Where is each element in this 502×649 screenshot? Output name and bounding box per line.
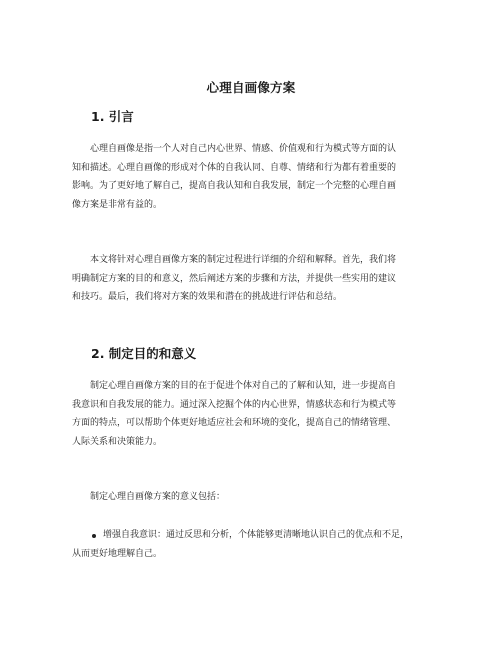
paragraph-line: 知和描述。心理自画像的形成对个体的自我认同、自尊、情绪和行为都有着重要的 <box>72 162 397 173</box>
bullet-item <box>72 526 435 563</box>
paragraph-line: 心理自画像是指一个人对自己内心世界、情感、价值观和行为模式等方面的认 <box>90 144 397 154</box>
bullet-dot-icon <box>92 534 96 538</box>
paragraph-line: 方面的特点，可以帮助个体更好地适应社会和环境的变化，提高自己的情绪管理、 <box>72 418 397 429</box>
paragraph-line: 本文将针对心理自画像方案的制定过程进行详细的介绍和解释。首先，我们将 <box>90 255 397 265</box>
paragraph-line: 制定心理自画像方案的意义包括： <box>90 492 226 502</box>
paragraph-line: 我意识和自我发展的能力。通过深入挖掘个体的内心世界，情感状态和行为模式等 <box>72 399 397 410</box>
paragraph-line: 像方案是非常有益的。 <box>72 199 163 210</box>
paragraph-purpose-2 <box>90 488 430 507</box>
paragraph-line: 和技巧。最后，我们将对方案的效果和潜在的挑战进行评估和总结。 <box>72 292 343 303</box>
section-heading-introduction: 1. 引言 <box>91 109 134 124</box>
bullet-line: 从而更好地理解自己。 <box>72 548 163 559</box>
paragraph-intro-2 <box>72 251 430 307</box>
bullet-line: 增强自我意识：通过反思和分析，个体能够更清晰地认识自己的优点和不足， <box>103 530 410 540</box>
document-title: 心理自画像方案 <box>206 80 296 95</box>
paragraph-line: 人际关系和决策能力。 <box>72 436 163 447</box>
section-heading-purpose: 2. 制定目的和意义 <box>91 346 197 361</box>
paragraph-line: 影响。为了更好地了解自己，提高自我认知和自我发展，制定一个完整的心理自画 <box>72 181 397 192</box>
paragraph-line: 制定心理自画像方案的目的在于促进个体对自己的了解和认知，进一步提高自 <box>90 381 397 391</box>
paragraph-purpose-1 <box>72 377 430 451</box>
paragraph-line: 明确制定方案的目的和意义，然后阐述方案的步骤和方法，并提供一些实用的建议 <box>72 273 397 284</box>
paragraph-intro-1 <box>72 140 430 214</box>
